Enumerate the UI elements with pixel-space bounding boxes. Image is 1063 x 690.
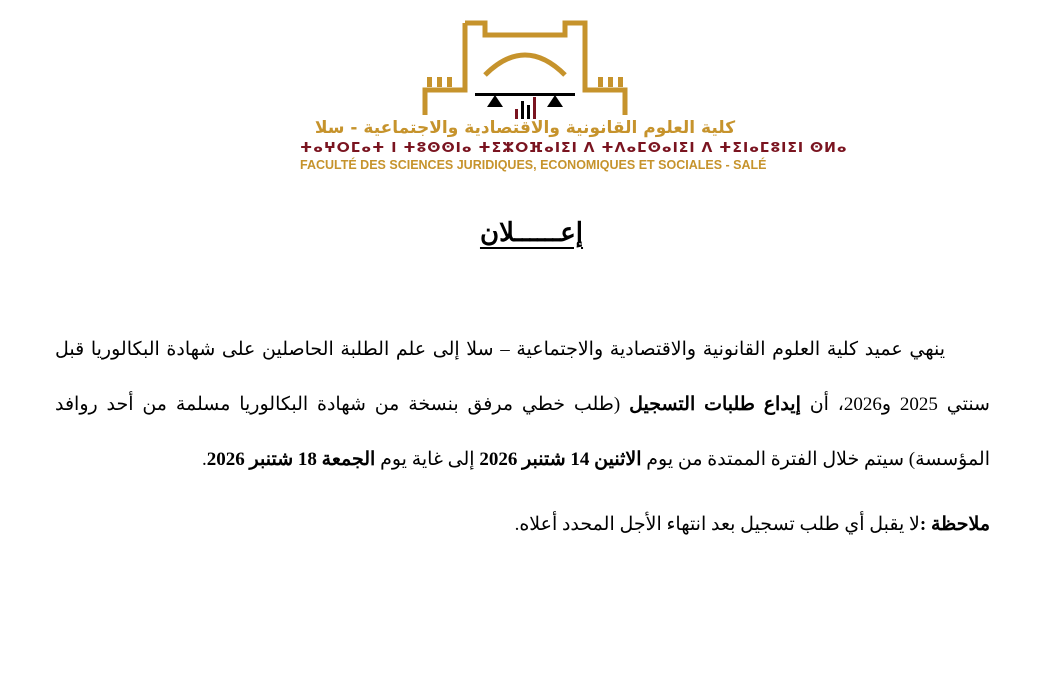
paragraph-text-1: ينهي عميد كلية العلوم القانونية والاقتصادية والاجتماعية – سلا إلى علم الطلبة الحاصلين على شهادة البكالوريا قبل سنتي 2025 و2026، أن: [55, 339, 990, 415]
announcement-body: [55, 322, 990, 487]
faculty-logo: [300, 15, 848, 195]
announcement-title: [0, 218, 1063, 248]
paragraph-text-2: (طلب خطي مرفق بنسخة من شهادة البكالوريا مسلمة من أحد روافد المؤسسة) سيتم خلال الفترة الممتدة من يوم: [55, 394, 990, 470]
announcement-title-text: إعــــــلان: [479, 218, 584, 247]
announcement-paragraph: [55, 322, 990, 487]
paragraph-text-4: .: [202, 449, 207, 470]
note-text: لا يقبل أي طلب تسجيل بعد انتهاء الأجل المحدد أعلاه.: [514, 514, 920, 535]
faculty-name-tifinagh: ⵜⴰⵖⵔⵎⴰⵜ ⵏ ⵜⵓⵙⵙⵏⴰ ⵜⵉⵣⵔⴼⴰⵏⵉⵏ ⴷ ⵜⴷⴰⵎⵙⴰⵏⵉⵏ ⴷ ⵜⵉⵏⴰⵎⵓⵏⵉⵏ ⵙⵍⴰ: [300, 140, 848, 156]
faculty-name-french: FACULTÉ DES SCIENCES JURIDIQUES, ECONOMIQUES ET SOCIALES - SALÉ: [300, 158, 767, 172]
note-label: ملاحظة :: [919, 514, 990, 535]
paragraph-bold-end-date: الجمعة 18 شتنبر 2026: [206, 449, 376, 470]
faculty-emblem-icon: [415, 15, 635, 120]
paragraph-bold-registration: إيداع طلبات التسجيل: [629, 394, 801, 415]
faculty-name-arabic: كلية العلوم القانونية والاقتصادية والاجتماعية - سلا: [314, 118, 736, 138]
announcement-note: [55, 505, 990, 545]
paragraph-bold-start-date: الاثنين 14 شتنبر 2026: [479, 449, 642, 470]
paragraph-text-3: إلى غاية يوم: [375, 449, 480, 470]
